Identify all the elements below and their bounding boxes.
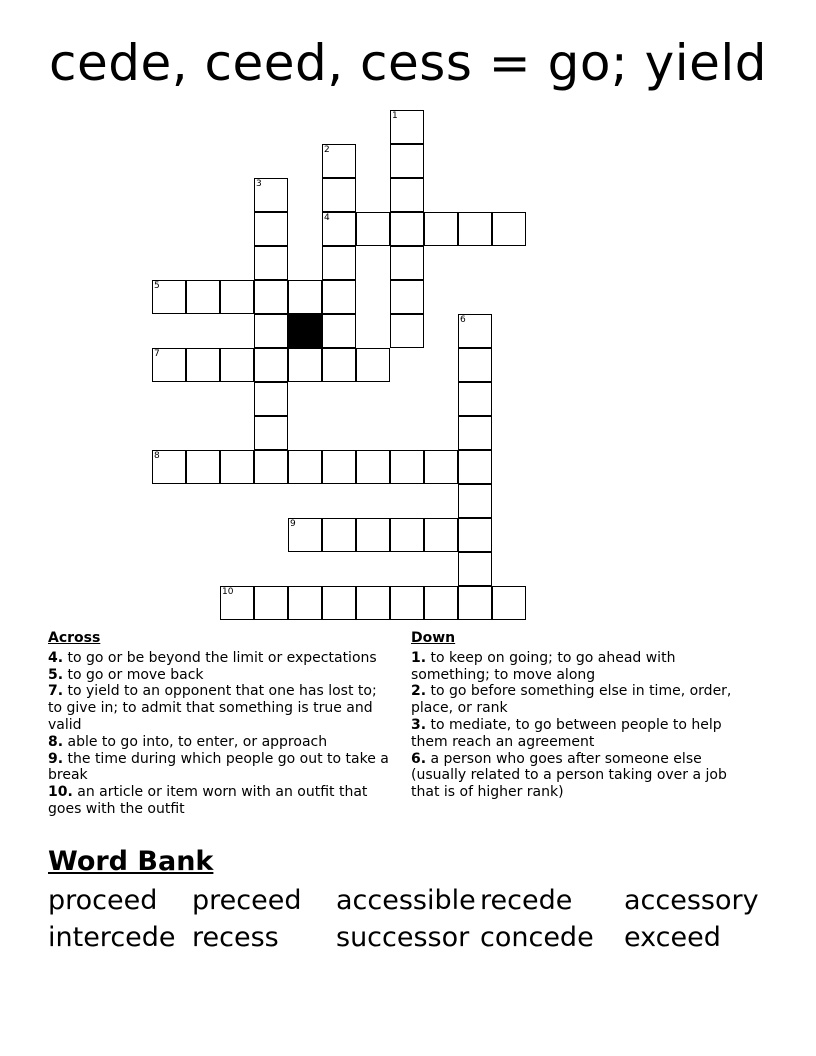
blocked-square: [288, 314, 322, 348]
clue-across-5: [48, 667, 393, 684]
clue-number-label: 8: [154, 451, 160, 461]
word-bank-item: concede: [480, 922, 594, 953]
clue-across-9: [48, 751, 393, 785]
clue-across-7: [48, 683, 393, 733]
crossword-square[interactable]: [322, 518, 356, 552]
clue-number: 1.: [411, 649, 427, 666]
clue-number-label: 5: [154, 281, 160, 291]
crossword-square[interactable]: [492, 586, 526, 620]
crossword-square[interactable]: [322, 144, 356, 178]
clue-number: 6.: [411, 750, 427, 767]
clue-text: the time during which people go out to take a break: [48, 750, 389, 784]
crossword-square[interactable]: [288, 348, 322, 382]
crossword-square[interactable]: [288, 586, 322, 620]
clue-number-label: 10: [222, 587, 234, 597]
clue-number: 4.: [48, 649, 64, 666]
crossword-square[interactable]: [254, 348, 288, 382]
crossword-square[interactable]: [152, 280, 186, 314]
crossword-square[interactable]: [492, 212, 526, 246]
crossword-square[interactable]: [458, 348, 492, 382]
down-heading: Down: [411, 630, 456, 646]
crossword-square[interactable]: [254, 246, 288, 280]
crossword-square[interactable]: [254, 450, 288, 484]
clue-number-label: 9: [290, 519, 296, 529]
crossword-square[interactable]: [356, 586, 390, 620]
across-clues: [48, 630, 393, 818]
puzzle-title: cede, ceed, cess = go; yield: [48, 34, 768, 92]
clue-number-label: 2: [324, 145, 330, 155]
clue-down-3: [411, 717, 756, 751]
across-heading: Across: [48, 630, 101, 646]
clue-number: 3.: [411, 716, 427, 733]
clue-across-4: [48, 650, 393, 667]
crossword-square[interactable]: [322, 212, 356, 246]
crossword-square[interactable]: [458, 212, 492, 246]
crossword-square[interactable]: [458, 518, 492, 552]
word-bank-item: accessible: [336, 885, 476, 916]
clue-number-label: 1: [392, 111, 398, 121]
crossword-square[interactable]: [186, 450, 220, 484]
crossword-square[interactable]: [254, 212, 288, 246]
crossword-square[interactable]: [458, 586, 492, 620]
crossword-square[interactable]: [424, 212, 458, 246]
crossword-square[interactable]: [322, 280, 356, 314]
crossword-square[interactable]: [458, 484, 492, 518]
clue-text: to yield to an opponent that one has lost to; to give in; to admit that something is true and valid: [48, 683, 377, 733]
crossword-square[interactable]: [390, 518, 424, 552]
crossword-square[interactable]: [152, 348, 186, 382]
crossword-square[interactable]: [424, 518, 458, 552]
word-bank-item: preceed: [192, 885, 302, 916]
clue-text: to go or be beyond the limit or expectations: [63, 649, 377, 666]
clue-number: 10.: [48, 784, 73, 801]
crossword-square[interactable]: [390, 450, 424, 484]
crossword-square[interactable]: [424, 586, 458, 620]
crossword-square[interactable]: [458, 552, 492, 586]
crossword-square[interactable]: [390, 314, 424, 348]
clue-text: to keep on going; to go ahead with something; to move along: [411, 649, 676, 683]
crossword-square[interactable]: [356, 450, 390, 484]
word-bank-item: accessory: [624, 885, 759, 916]
word-bank-item: exceed: [624, 922, 721, 953]
clue-across-8: [48, 734, 393, 751]
crossword-square[interactable]: [186, 348, 220, 382]
crossword-square[interactable]: [322, 314, 356, 348]
clue-text: to go before something else in time, order, place, or rank: [411, 683, 732, 717]
clue-number-label: 7: [154, 349, 160, 359]
crossword-square[interactable]: [254, 586, 288, 620]
crossword-square[interactable]: [288, 280, 322, 314]
crossword-square[interactable]: [220, 450, 254, 484]
clue-down-1: [411, 650, 756, 684]
crossword-square[interactable]: [322, 178, 356, 212]
crossword-square[interactable]: [220, 348, 254, 382]
word-bank-item: recede: [480, 885, 573, 916]
crossword-square[interactable]: [356, 348, 390, 382]
clue-text: an article or item worn with an outfit that goes with the outfit: [48, 784, 368, 817]
crossword-square[interactable]: [356, 518, 390, 552]
clue-number: 8.: [48, 733, 64, 750]
clue-number-label: 6: [460, 315, 466, 325]
crossword-square[interactable]: [390, 178, 424, 212]
crossword-square[interactable]: [254, 178, 288, 212]
clue-across-10: [48, 784, 393, 818]
clue-text: able to go into, to enter, or approach: [63, 733, 328, 750]
crossword-square[interactable]: [254, 280, 288, 314]
crossword-square[interactable]: [458, 450, 492, 484]
down-clues: [411, 630, 756, 801]
clue-number: 2.: [411, 683, 427, 700]
clue-down-2: [411, 683, 756, 717]
crossword-square[interactable]: [220, 586, 254, 620]
crossword-square[interactable]: [254, 416, 288, 450]
clue-number-label: 3: [256, 179, 262, 189]
crossword-square[interactable]: [390, 246, 424, 280]
crossword-square[interactable]: [186, 280, 220, 314]
clue-number-label: 4: [324, 213, 330, 223]
crossword-square[interactable]: [322, 348, 356, 382]
crossword-square[interactable]: [322, 246, 356, 280]
word-bank-item: recess: [192, 922, 279, 953]
crossword-square[interactable]: [390, 280, 424, 314]
crossword-square[interactable]: [152, 450, 186, 484]
crossword-square[interactable]: [288, 518, 322, 552]
clue-number: 7.: [48, 683, 64, 700]
clue-down-6: [411, 751, 756, 801]
crossword-square[interactable]: [288, 450, 322, 484]
crossword-square[interactable]: [220, 280, 254, 314]
crossword-square[interactable]: [254, 382, 288, 416]
crossword-square[interactable]: [322, 586, 356, 620]
clue-number: 5.: [48, 666, 64, 683]
crossword-square[interactable]: [458, 416, 492, 450]
crossword-square[interactable]: [322, 450, 356, 484]
word-bank-item: intercede: [48, 922, 176, 953]
crossword-square[interactable]: [254, 314, 288, 348]
word-bank-item: proceed: [48, 885, 158, 916]
clue-text: to mediate, to go between people to help them reach an agreement: [411, 716, 722, 750]
crossword-square[interactable]: [390, 212, 424, 246]
crossword-square[interactable]: [390, 586, 424, 620]
word-bank-item: successor: [336, 922, 470, 953]
crossword-square[interactable]: [356, 212, 390, 246]
crossword-square[interactable]: [390, 110, 424, 144]
clue-text: to go or move back: [63, 666, 204, 683]
crossword-square[interactable]: [458, 382, 492, 416]
crossword-square[interactable]: [458, 314, 492, 348]
clue-text: a person who goes after someone else (usually related to a person taking over a job that is of higher rank): [411, 750, 727, 801]
word-bank-heading: Word Bank: [48, 846, 214, 877]
clue-number: 9.: [48, 750, 64, 767]
crossword-square[interactable]: [424, 450, 458, 484]
crossword-square[interactable]: [390, 144, 424, 178]
